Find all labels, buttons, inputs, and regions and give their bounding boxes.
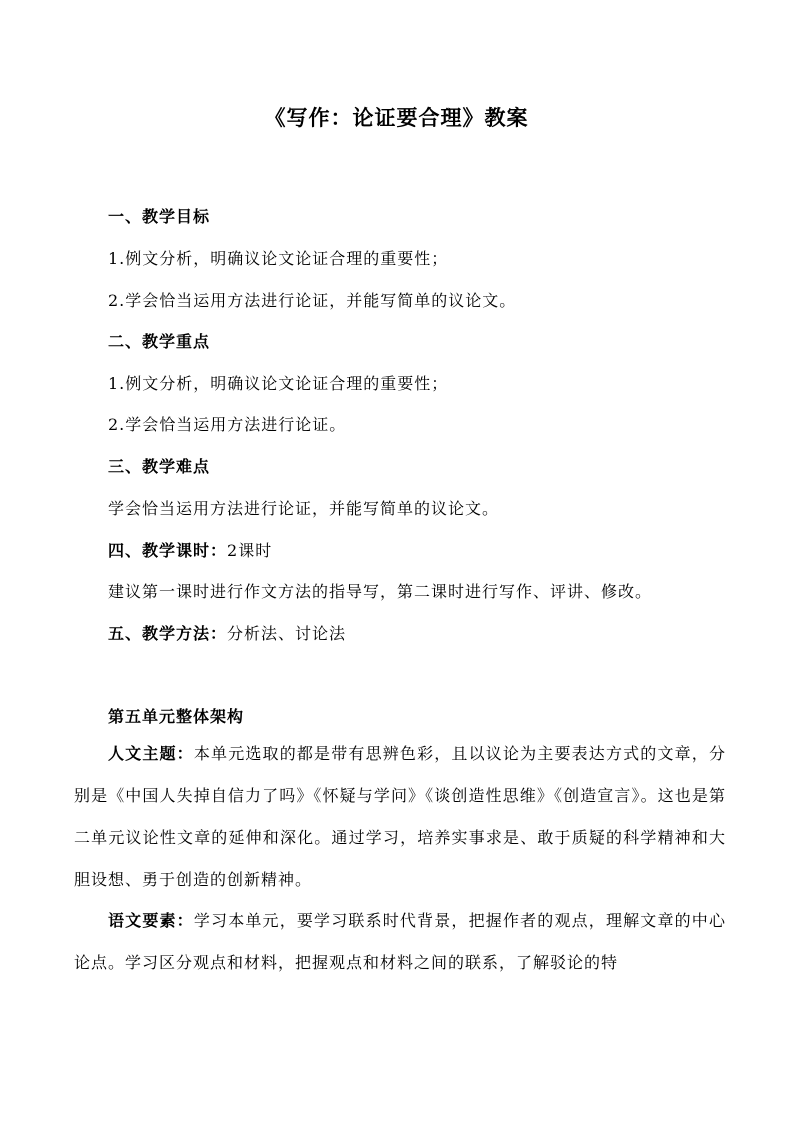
class-hours-body: 建议第一课时进行作文方法的指导写，第二课时进行写作、评讲、修改。 [108, 582, 653, 601]
language-elements-text: 学习本单元，要学习联系时代背景，把握作者的观点，理解文章的中心论点。学习区分观点和材料，把握观点和材料之间的联系，了解驳论的特 [74, 911, 726, 972]
class-hours-label: 四、教学课时： [108, 541, 228, 560]
difficulties-body: 学会恰当运用方法进行论证，并能写简单的议论文。 [108, 499, 500, 518]
key-points-item-2: 2.学会恰当运用方法进行论证。 [108, 415, 347, 434]
section-heading-goals: 一、教学目标 [108, 207, 211, 226]
goals-item-1: 1.例文分析，明确议论文论证合理的重要性； [108, 249, 449, 268]
section-heading-difficulties: 三、教学难点 [108, 457, 211, 476]
humanistic-theme-label: 人文主题： [108, 744, 194, 763]
humanistic-theme-text: 本单元选取的都是带有思辨色彩，且以议论为主要表达方式的文章，分别是《中国人失掉自信力了吗》《怀疑与学问》《谈创造性思维》《创造宣言》。这也是第二单元议论性文章的延伸和深化。通过学习，培养实事求是、敢于质疑的科学精神和大胆设想、勇于创造的创新精神。 [74, 744, 726, 889]
goals-item-2: 2.学会恰当运用方法进行论证，并能写简单的议论文。 [108, 291, 517, 310]
section-heading-key-points: 二、教学重点 [108, 332, 211, 351]
language-elements-label: 语文要素： [108, 911, 194, 930]
methods-value: 分析法、讨论法 [227, 624, 347, 643]
unit-paragraph-humanistic-theme [74, 733, 726, 901]
unit-paragraph-language-elements [74, 900, 726, 984]
key-points-item-1: 1.例文分析，明确议论文论证合理的重要性； [108, 374, 449, 393]
methods-label: 五、教学方法： [108, 624, 228, 643]
document-title: 《写作：论证要合理》教案 [264, 105, 529, 130]
section-heading-methods [108, 621, 346, 644]
class-hours-value: 2课时 [227, 541, 273, 560]
section-heading-class-hours [108, 538, 272, 561]
unit-heading: 第五单元整体架构 [108, 707, 245, 726]
